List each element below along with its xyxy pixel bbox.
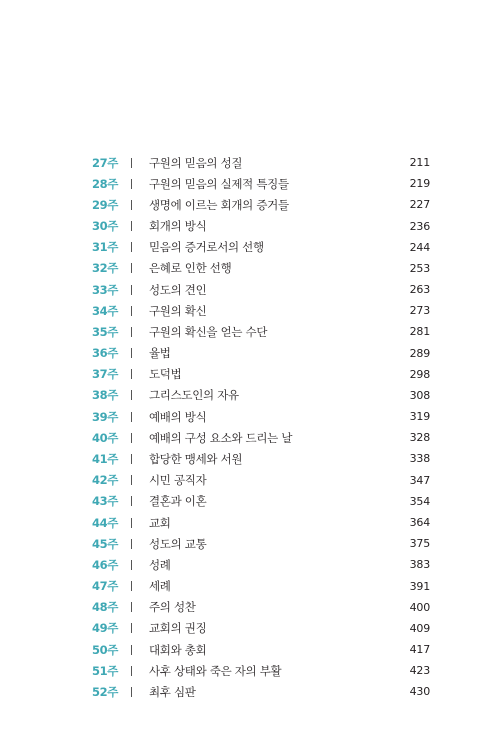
toc-entry[interactable] (92, 512, 430, 533)
chapter-title: 교회 (149, 515, 171, 530)
week-number: 33주 (92, 282, 118, 297)
toc-entry[interactable] (92, 660, 430, 681)
chapter-title: 시민 공직자 (149, 473, 207, 488)
separator-bar (131, 581, 132, 591)
chapter-title: 주의 성찬 (149, 600, 196, 615)
separator-bar (131, 539, 132, 549)
separator-bar (131, 263, 132, 273)
toc-entry[interactable] (92, 639, 430, 660)
page-number: 391 (409, 579, 430, 593)
chapter-title: 대회와 총회 (149, 642, 207, 657)
separator-bar (131, 285, 132, 295)
page-number: 289 (409, 346, 430, 360)
chapter-title: 도덕법 (149, 367, 182, 382)
page-number: 253 (409, 261, 430, 275)
toc-entry[interactable] (92, 152, 430, 173)
toc-entry[interactable] (92, 279, 430, 300)
separator-bar (131, 623, 132, 633)
chapter-title: 회개의 방식 (149, 219, 207, 234)
page-number: 298 (409, 367, 430, 381)
week-number: 29주 (92, 197, 118, 212)
page-number: 375 (409, 537, 430, 551)
chapter-title: 결혼과 이혼 (149, 494, 207, 509)
chapter-title: 믿음의 증거로서의 선행 (149, 240, 264, 255)
separator-bar (131, 454, 132, 464)
week-number: 47주 (92, 579, 118, 594)
page-number: 347 (409, 473, 430, 487)
separator-bar (131, 327, 132, 337)
page-number: 263 (409, 283, 430, 297)
page-number: 423 (409, 664, 430, 678)
separator-bar (131, 306, 132, 316)
week-number: 50주 (92, 642, 118, 657)
separator-bar (131, 496, 132, 506)
toc-entry[interactable] (92, 321, 430, 342)
chapter-title: 예배의 구성 요소와 드리는 날 (149, 430, 293, 445)
toc-entry[interactable] (92, 681, 430, 702)
page-number: 273 (409, 304, 430, 318)
separator-bar (131, 348, 132, 358)
chapter-title: 그리스도인의 자유 (149, 388, 239, 403)
page-number: 417 (409, 643, 430, 657)
chapter-title: 합당한 맹세와 서원 (149, 451, 243, 466)
page-number: 244 (409, 240, 430, 254)
week-number: 37주 (92, 367, 118, 382)
page-number: 236 (409, 219, 430, 233)
separator-bar (131, 518, 132, 528)
separator-bar (131, 179, 132, 189)
separator-bar (131, 242, 132, 252)
toc-entry[interactable] (92, 597, 430, 618)
separator-bar (131, 475, 132, 485)
toc-entry[interactable] (92, 237, 430, 258)
week-number: 36주 (92, 346, 118, 361)
toc-entry[interactable] (92, 427, 430, 448)
week-number: 35주 (92, 324, 118, 339)
page-number: 219 (409, 177, 430, 191)
separator-bar (131, 390, 132, 400)
chapter-title: 율법 (149, 346, 171, 361)
week-number: 51주 (92, 663, 118, 678)
toc-entry[interactable] (92, 385, 430, 406)
chapter-title: 구원의 확신을 얻는 수단 (149, 324, 268, 339)
page-number: 383 (409, 558, 430, 572)
toc-entry[interactable] (92, 173, 430, 194)
chapter-title: 최후 심판 (149, 684, 196, 699)
toc-entry[interactable] (92, 470, 430, 491)
separator-bar (131, 560, 132, 570)
separator-bar (131, 433, 132, 443)
separator-bar (131, 687, 132, 697)
page-number: 308 (409, 388, 430, 402)
toc-entry[interactable] (92, 364, 430, 385)
week-number: 27주 (92, 155, 118, 170)
week-number: 49주 (92, 621, 118, 636)
page-number: 430 (409, 685, 430, 699)
toc-entry[interactable] (92, 300, 430, 321)
chapter-title: 예배의 방식 (149, 409, 207, 424)
week-number: 38주 (92, 388, 118, 403)
separator-bar (131, 369, 132, 379)
week-number: 32주 (92, 261, 118, 276)
separator-bar (131, 412, 132, 422)
week-number: 39주 (92, 409, 118, 424)
page-number: 227 (409, 198, 430, 212)
week-number: 43주 (92, 494, 118, 509)
week-number: 52주 (92, 684, 118, 699)
week-number: 28주 (92, 176, 118, 191)
page-number: 400 (409, 600, 430, 614)
chapter-title: 은혜로 인한 선행 (149, 261, 232, 276)
toc-entry[interactable] (92, 554, 430, 575)
toc-entry[interactable] (92, 406, 430, 427)
table-of-contents (92, 152, 430, 702)
chapter-title: 성례 (149, 557, 171, 572)
page-number: 319 (409, 410, 430, 424)
chapter-title: 세례 (149, 579, 171, 594)
week-number: 46주 (92, 557, 118, 572)
separator-bar (131, 666, 132, 676)
chapter-title: 구원의 믿음의 실제적 특징들 (149, 176, 289, 191)
toc-entry[interactable] (92, 533, 430, 554)
page-number: 338 (409, 452, 430, 466)
separator-bar (131, 645, 132, 655)
page-number: 354 (409, 494, 430, 508)
week-number: 34주 (92, 303, 118, 318)
separator-bar (131, 158, 132, 168)
toc-entry[interactable] (92, 448, 430, 469)
week-number: 42주 (92, 473, 118, 488)
toc-entry[interactable] (92, 194, 430, 215)
chapter-title: 구원의 확신 (149, 303, 207, 318)
separator-bar (131, 602, 132, 612)
chapter-title: 성도의 교통 (149, 536, 207, 551)
week-number: 48주 (92, 600, 118, 615)
chapter-title: 사후 상태와 죽은 자의 부활 (149, 663, 282, 678)
week-number: 44주 (92, 515, 118, 530)
separator-bar (131, 200, 132, 210)
week-number: 40주 (92, 430, 118, 445)
toc-entry[interactable] (92, 618, 430, 639)
week-number: 30주 (92, 219, 118, 234)
week-number: 31주 (92, 240, 118, 255)
toc-entry[interactable] (92, 258, 430, 279)
chapter-title: 교회의 권징 (149, 621, 207, 636)
chapter-title: 구원의 믿음의 성질 (149, 155, 243, 170)
toc-entry[interactable] (92, 343, 430, 364)
toc-entry[interactable] (92, 216, 430, 237)
page-number: 409 (409, 621, 430, 635)
week-number: 45주 (92, 536, 118, 551)
chapter-title: 생명에 이르는 회개의 증거들 (149, 197, 289, 212)
page-number: 328 (409, 431, 430, 445)
page-number: 211 (409, 156, 430, 170)
page-number: 364 (409, 516, 430, 529)
chapter-title: 성도의 견인 (149, 282, 207, 297)
toc-entry[interactable] (92, 491, 430, 512)
separator-bar (131, 221, 132, 231)
toc-entry[interactable] (92, 575, 430, 596)
page-number: 281 (409, 325, 430, 339)
week-number: 41주 (92, 451, 118, 466)
